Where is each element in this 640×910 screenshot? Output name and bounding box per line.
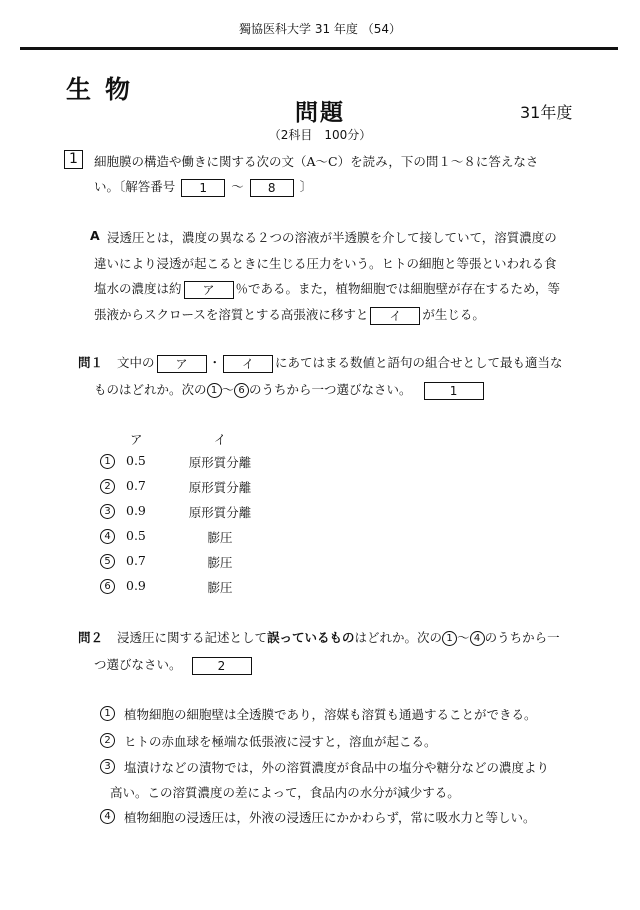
q1-line1 bbox=[117, 353, 563, 373]
blank-a-box: ア bbox=[184, 281, 234, 299]
q1-text-post: にあてはまる数値と語句の組合せとして最も適当な bbox=[275, 355, 563, 370]
exam-year: 31年度 bbox=[520, 103, 573, 122]
q2-line2 bbox=[94, 655, 254, 675]
q1-range-sep: ～ bbox=[221, 382, 235, 397]
option-text-line1: 植物細胞の細胞壁は全透膜であり，溶媒も溶質も通過することができる。 bbox=[124, 707, 537, 722]
question-intro-line2 bbox=[94, 177, 312, 197]
q2-text-post: のうちから一 bbox=[484, 630, 560, 645]
exam-meta: （2科目 100分） bbox=[268, 128, 372, 142]
option-value-i: 膨圧 bbox=[207, 580, 233, 595]
option-text-line1: ヒトの赤血球を極端な低張液に浸すと，溶血が起こる。 bbox=[124, 734, 437, 749]
blank-i-box: イ bbox=[370, 307, 420, 325]
q1-range-end-mark: 6 bbox=[234, 383, 249, 398]
option-value-a: 0.7 bbox=[126, 553, 146, 568]
q1-line2-post: のうちから一つ選びなさい。 bbox=[249, 382, 412, 397]
option-value-i: 原形質分離 bbox=[188, 480, 252, 495]
option-value-i: 膨圧 bbox=[207, 530, 233, 545]
passage-line3-post: ％である。また，植物細胞では細胞壁が存在するため，等 bbox=[235, 281, 561, 296]
option-mark: 1 bbox=[100, 454, 115, 469]
q2-line2-text: つ選びなさい。 bbox=[94, 657, 182, 672]
intro-pre: い。〔解答番号 bbox=[94, 179, 176, 194]
option-value-a: 0.5 bbox=[126, 528, 146, 543]
option-mark: 2 bbox=[100, 733, 115, 748]
option-mark: 5 bbox=[100, 554, 115, 569]
header-rule bbox=[20, 47, 618, 50]
passage-line3 bbox=[94, 279, 560, 299]
subject-title: 生物 bbox=[66, 75, 145, 104]
option-mark: 2 bbox=[100, 479, 115, 494]
option-value-a: 0.7 bbox=[126, 478, 146, 493]
col-header-i: イ bbox=[213, 432, 227, 447]
q1-answer-box: 1 bbox=[424, 382, 484, 400]
q1-line2 bbox=[94, 380, 486, 400]
option-mark: 3 bbox=[100, 759, 115, 774]
answer-range-start-box: 1 bbox=[181, 179, 225, 197]
page-title: 問題 bbox=[295, 99, 345, 126]
q2-range-sep: ～ bbox=[457, 630, 470, 645]
passage-line4 bbox=[94, 305, 485, 325]
q1-range-start-mark: 1 bbox=[207, 383, 222, 398]
q2-label: 問２ bbox=[78, 630, 104, 645]
passage-line3-pre: 塩水の濃度は約 bbox=[94, 281, 182, 296]
running-header: 獨協医科大学 31 年度 （54） bbox=[239, 22, 401, 36]
option-text-line1: 植物細胞の浸透圧は，外液の浸透圧にかかわらず，常に吸水力と等しい。 bbox=[124, 810, 536, 825]
option-value-i: 原形質分離 bbox=[188, 455, 252, 470]
option-value-a: 0.9 bbox=[126, 578, 146, 593]
answer-range-end-box: 8 bbox=[250, 179, 294, 197]
q1-blank-a-box: ア bbox=[157, 355, 207, 373]
option-text-line2: 高い。この溶質濃度の差によって，食品内の水分が減少する。 bbox=[110, 785, 460, 800]
q1-text-pre: 文中の bbox=[117, 355, 155, 370]
q1-line2-pre: ものはどれか。次の bbox=[94, 382, 207, 397]
passage-line4-pre: 張液からスクロースを溶質とする高張液に移すと bbox=[94, 307, 369, 322]
option-value-i: 原形質分離 bbox=[188, 505, 252, 520]
option-value-a: 0.5 bbox=[126, 453, 146, 468]
q2-line1 bbox=[117, 628, 560, 646]
q2-emphasis: 誤っているもの bbox=[267, 630, 355, 645]
passage-line4-post: が生じる。 bbox=[422, 307, 485, 322]
intro-post: 〕 bbox=[299, 179, 313, 194]
q2-text-mid: はどれか。次の bbox=[354, 630, 443, 645]
option-mark: 1 bbox=[100, 706, 115, 721]
option-mark: 6 bbox=[100, 579, 115, 594]
passage-line2: 違いにより浸透が起こるときに生じる圧力をいう。ヒトの細胞と等張といわれる食 bbox=[94, 256, 557, 271]
option-value-i: 膨圧 bbox=[207, 555, 233, 570]
q1-dot: ・ bbox=[208, 355, 222, 370]
question-intro-line1: 細胞膜の構造や働きに関する次の文（A～C）を読み，下の問１～８に答えなさ bbox=[94, 154, 539, 169]
q1-blank-i-box: イ bbox=[223, 355, 273, 373]
passage-label: A bbox=[90, 228, 100, 243]
col-header-a: ア bbox=[130, 432, 143, 447]
q1-label: 問１ bbox=[78, 355, 104, 370]
question-number-box: 1 bbox=[64, 150, 83, 169]
passage-line1: 浸透圧とは，濃度の異なる２つの溶液が半透膜を介して接していて，溶質濃度の bbox=[107, 230, 557, 245]
option-mark: 3 bbox=[100, 504, 115, 519]
option-value-a: 0.9 bbox=[126, 503, 146, 518]
option-mark: 4 bbox=[100, 529, 115, 544]
q2-answer-box: 2 bbox=[192, 657, 252, 675]
q2-range-end-mark: 4 bbox=[470, 631, 485, 646]
intro-tilde: ～ bbox=[231, 179, 244, 194]
option-text-line1: 塩漬けなどの漬物では，外の溶質濃度が食品中の塩分や糖分などの濃度より bbox=[124, 760, 550, 775]
option-mark: 4 bbox=[100, 809, 115, 824]
q2-text-pre: 浸透圧に関する記述として bbox=[117, 630, 268, 645]
q2-range-start-mark: 1 bbox=[442, 631, 457, 646]
